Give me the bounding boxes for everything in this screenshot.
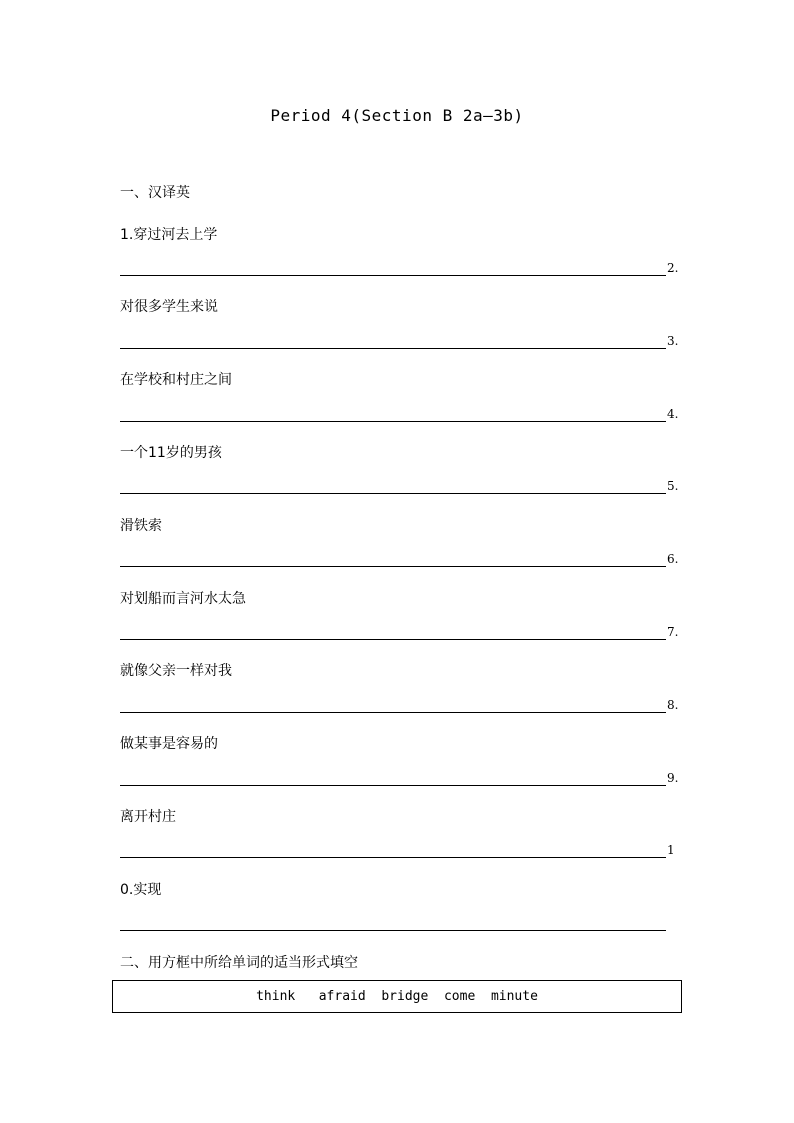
- answer-line-6[interactable]: [120, 639, 666, 640]
- question-number: 8.: [667, 698, 679, 712]
- answer-line-3[interactable]: [120, 421, 666, 422]
- word-bank-item: afraid: [318, 989, 366, 1004]
- word-bank-box: [112, 980, 682, 1013]
- answer-line-7[interactable]: [120, 712, 666, 713]
- word-bank-item: bridge: [381, 989, 429, 1004]
- question-number: 1: [667, 843, 675, 857]
- answer-line-8[interactable]: [120, 785, 666, 786]
- word-bank-item: minute: [490, 989, 538, 1004]
- section-1-heading: 一、汉译英: [120, 185, 190, 201]
- question-1-prompt: 1.穿过河去上学: [120, 227, 218, 243]
- question-number: 3.: [667, 334, 679, 348]
- question-4-prompt: 一个11岁的男孩: [120, 445, 222, 461]
- question-number: 4.: [667, 407, 679, 421]
- answer-line-9[interactable]: [120, 857, 666, 858]
- question-number: 9.: [667, 771, 679, 785]
- question-2-prompt: 对很多学生来说: [120, 299, 218, 315]
- answer-line-4[interactable]: [120, 493, 666, 494]
- answer-line-2[interactable]: [120, 348, 666, 349]
- word-bank-item: think: [256, 989, 296, 1004]
- question-6-prompt: 对划船而言河水太急: [120, 591, 246, 607]
- question-10-prompt: 0.实现: [120, 882, 162, 898]
- section-2-heading: 二、用方框中所给单词的适当形式填空: [120, 955, 358, 971]
- question-number: 2.: [667, 261, 679, 275]
- page-title: Period 4(Section B 2a—3b): [270, 106, 524, 125]
- answer-line-5[interactable]: [120, 566, 666, 567]
- question-number: 6.: [667, 552, 679, 566]
- word-bank-item: come: [443, 989, 476, 1004]
- question-8-prompt: 做某事是容易的: [120, 736, 218, 752]
- question-number: 7.: [667, 625, 679, 639]
- answer-line-10[interactable]: [120, 930, 666, 931]
- question-9-prompt: 离开村庄: [120, 809, 176, 825]
- question-7-prompt: 就像父亲一样对我: [120, 663, 232, 679]
- question-5-prompt: 滑铁索: [120, 518, 162, 534]
- answer-line-1[interactable]: [120, 275, 666, 276]
- question-3-prompt: 在学校和村庄之间: [120, 372, 232, 388]
- question-number: 5.: [667, 479, 679, 493]
- word-bank: [256, 989, 538, 1004]
